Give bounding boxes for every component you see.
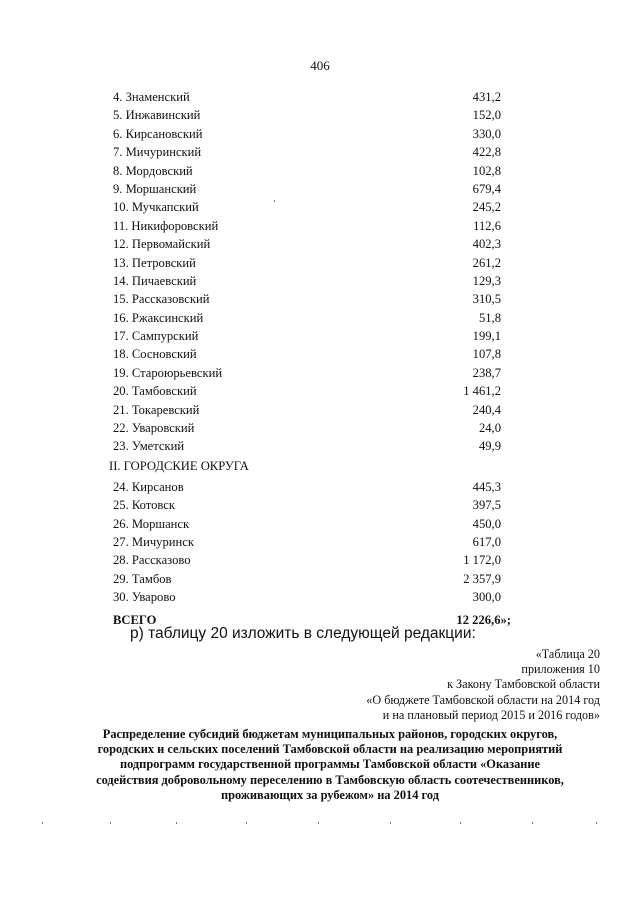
title-line: Распределение субсидий бюджетам муниципальных районов, городских округов, <box>102 727 558 741</box>
amendment-instruction: р) таблицу 20 изложить в следующей редакции: <box>130 625 476 642</box>
row-value: 49,9 <box>478 439 501 454</box>
row-name: 20. Тамбовский <box>113 384 197 399</box>
table-row <box>113 419 523 437</box>
reference-line: приложения 10 <box>521 662 600 677</box>
row-value: 431,2 <box>472 90 501 104</box>
table-row <box>113 551 523 569</box>
row-name: 28. Рассказово <box>113 553 191 568</box>
row-value: 300,0 <box>472 590 501 605</box>
row-value: 24,0 <box>478 421 501 436</box>
table-row <box>113 217 523 235</box>
row-name: 7. Мичуринский <box>113 145 202 160</box>
total-label: ВСЕГО <box>113 612 157 627</box>
reference-line: и на плановый период 2015 и 2016 годов» <box>382 707 600 722</box>
table-row <box>113 588 523 606</box>
row-name: 19. Староюрьевский <box>113 365 223 380</box>
row-name: 25. Котовск <box>113 498 176 513</box>
row-name: 27. Мичуринск <box>113 534 194 549</box>
row-name: 9. Моршанский <box>113 181 197 196</box>
row-value: 679,4 <box>472 181 501 196</box>
table-row <box>113 382 523 400</box>
table-row <box>113 290 523 308</box>
row-value: 310,5 <box>472 292 501 307</box>
title-line: проживающих за рубежом» на 2014 год <box>221 787 439 802</box>
table-reference-block <box>366 647 600 723</box>
row-value: 152,0 <box>472 108 501 123</box>
table-row <box>113 364 523 382</box>
row-name: 13. Петровский <box>113 255 196 270</box>
table-row <box>113 254 523 272</box>
table-title <box>60 727 600 803</box>
row-value: 1 172,0 <box>463 553 501 568</box>
table-row <box>113 478 523 496</box>
table-row <box>113 106 523 124</box>
table-row <box>113 143 523 161</box>
row-value: 240,4 <box>472 402 501 417</box>
scan-speck <box>42 822 43 824</box>
table-row <box>113 272 523 290</box>
scan-speck <box>532 822 533 824</box>
row-name: 29. Тамбов <box>113 571 172 586</box>
row-value: 245,2 <box>472 200 501 215</box>
scan-speck <box>246 822 247 824</box>
row-value: 450,0 <box>472 516 501 531</box>
table-row <box>113 309 523 327</box>
table-row <box>113 496 523 514</box>
title-line: городских и сельских поселений Тамбовской области на реализацию мероприятий <box>97 742 563 757</box>
row-name: 11. Никифоровский <box>113 218 219 233</box>
scan-speck <box>274 200 275 202</box>
row-name: 10. Мучкапский <box>113 200 199 215</box>
row-value: 445,3 <box>472 479 501 494</box>
row-value: 422,8 <box>472 145 501 160</box>
row-name: 21. Токаревский <box>113 402 200 417</box>
table-row <box>113 437 523 455</box>
scan-speck <box>110 822 111 824</box>
row-value: 102,8 <box>472 163 501 178</box>
table-row <box>113 533 523 551</box>
reference-line: «О бюджете Тамбовской области на 2014 год <box>366 692 600 707</box>
title-line: подпрограмм государственной программы Тамбовской области «Оказание <box>119 757 541 772</box>
table-row <box>113 345 523 363</box>
row-value: 1 461,2 <box>463 384 501 399</box>
row-value: 51,8 <box>478 310 501 325</box>
row-value: 402,3 <box>472 237 501 252</box>
table-row <box>113 198 523 216</box>
row-name: 4. Знаменский <box>113 90 190 104</box>
row-name: 24. Кирсанов <box>113 479 184 494</box>
table-row <box>113 162 523 180</box>
row-name: 16. Ржаксинский <box>113 310 204 325</box>
scan-speck <box>176 822 177 824</box>
table-row <box>113 515 523 533</box>
row-name: 15. Рассказовский <box>113 292 210 307</box>
row-name: 5. Инжавинский <box>113 108 201 123</box>
row-value: 617,0 <box>472 534 501 549</box>
row-value: 330,0 <box>472 126 501 141</box>
row-value: 199,1 <box>472 329 501 344</box>
table-row <box>113 88 523 106</box>
row-name: 22. Уваровский <box>113 421 195 436</box>
section-heading-row <box>109 456 523 476</box>
scan-speck <box>390 822 391 824</box>
reference-line: «Таблица 20 <box>535 647 600 661</box>
row-value: 238,7 <box>472 365 501 380</box>
row-name: 14. Пичаевский <box>113 273 197 288</box>
row-value: 129,3 <box>472 273 501 288</box>
table-row <box>113 570 523 588</box>
row-name: 6. Кирсановский <box>113 126 203 141</box>
page-number: 406 <box>310 58 330 73</box>
table-row <box>113 180 523 198</box>
scan-speck <box>318 822 319 824</box>
table-row <box>113 327 523 345</box>
subsidy-table <box>109 88 523 629</box>
row-name: 26. Моршанск <box>113 516 190 531</box>
row-name: 12. Первомайский <box>113 237 211 252</box>
reference-line: к Закону Тамбовской области <box>447 677 600 692</box>
table-row <box>113 401 523 419</box>
row-name: 17. Сампурский <box>113 329 199 344</box>
row-value: 112,6 <box>473 218 501 233</box>
row-value: 261,2 <box>472 255 501 270</box>
total-value: 12 226,6»; <box>456 612 511 627</box>
row-name: 30. Уварово <box>113 590 176 605</box>
table-row <box>113 235 523 253</box>
row-value: 397,5 <box>472 498 501 513</box>
row-name: 23. Уметский <box>113 439 185 454</box>
title-line: содействия добровольному переселению в Тамбовскую область соотечественников, <box>96 772 564 787</box>
scan-speck <box>460 822 461 824</box>
row-name: 18. Сосновский <box>113 347 197 362</box>
row-value: 107,8 <box>472 347 501 362</box>
section-heading: II. ГОРОДСКИЕ ОКРУГА <box>109 458 249 473</box>
row-value: 2 357,9 <box>463 571 501 586</box>
scan-speck <box>596 822 597 824</box>
row-name: 8. Мордовский <box>113 163 193 178</box>
table-row <box>113 125 523 143</box>
